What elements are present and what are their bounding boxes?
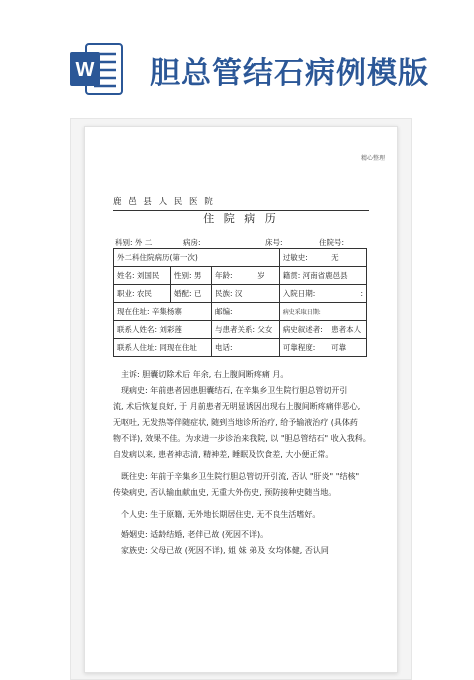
table-row [114,267,367,285]
hospital-name: 鹿 邑 县 人 民 医 院 [113,197,215,207]
table-cell: 入院日期: [279,285,328,303]
banner [0,0,474,110]
document-title: 胆总管结石病例模版 [150,56,429,91]
hpi-line: 无呕吐, 无发热等伴随症状, 随到当地诊所治疗, 给予输液治疗 (具体药 [113,418,358,427]
chief-complaint: 主诉: 胆囊切除术后 年余, 右上腹间断疼痛 月。 [121,370,289,379]
table-row [114,321,367,339]
past-history-line: 传染病史, 否认输血献血史, 无重大外伤史, 预防接种史随当地。 [113,488,337,497]
table-cell: 无 [328,249,366,267]
table-cell: 可靠程度: [279,339,328,357]
svg-text:W: W [75,59,95,81]
table-cell: 联系人住址: 同现在住址 [114,339,212,357]
table-cell: 年龄: [212,267,255,285]
header-note: 精心整理 [360,155,385,162]
hpi-line: 流, 术后恢复良好, 于 月前患者无明显诱因出现右上腹间断疼痛伴恶心, [113,402,361,411]
marriage-history: 婚姻史: 适龄结婚, 老伴已故 (死因不详)。 [121,530,269,539]
table-cell: 与患者关系: 父女 [212,321,280,339]
table-cell: 民族: 汉 [212,285,280,303]
table-cell: 姓名: 刘国民 [114,267,171,285]
table-cell: 婚配: 已 [171,285,212,303]
table-cell: 病史采取日期: [279,303,366,321]
hpi-line: 现病史: 年前患者因患胆囊结石, 在辛集乡卫生院行胆总管切开引 [121,386,348,395]
meta-ward: 病房: [183,238,201,247]
word-doc-icon [68,40,126,98]
past-history-line: 既往史: 年前于辛集乡卫生院行胆总管切开引流, 否认 "肝炎" "结核" [121,472,360,481]
record-title: 住 院 病 历 [203,212,279,225]
table-row [114,303,367,321]
document-page [84,126,398,673]
table-cell: 联系人姓名: 刘彩莲 [114,321,212,339]
family-history: 家族史: 父母已故 (死因不详), 姐 妹 弟及 女均体健, 否认同 [121,546,329,555]
table-row [114,249,367,267]
table-cell: 电话: [212,339,280,357]
hospital-line [113,189,369,211]
table-cell: 职业: 农民 [114,285,171,303]
personal-history: 个人史: 生于原籍, 无外地长期居住史, 无不良生活嗜好。 [121,510,321,519]
table-cell: 籍贯: 河南省鹿邑县 [279,267,366,285]
hpi-line: 物不详), 效果不佳。为求进一步诊治来我院, 以 "胆总管结石" 收入我科。 [113,434,371,443]
table-row [114,285,367,303]
table-cell: 可靠 [328,339,366,357]
table-row [114,339,367,357]
table-cell: 性别: 男 [171,267,212,285]
patient-info-table [113,248,367,357]
table-cell: 病史叙述者: [279,321,328,339]
meta-inpatient-no: 住院号: [319,238,345,247]
table-cell: 现在住址: 辛集杨寨 [114,303,212,321]
table-cell: 岁 [254,267,279,285]
meta-bed: 床号: [265,238,283,247]
table-cell: : [328,285,366,303]
table-cell: 邮编: [212,303,280,321]
table-cell: 外二科住院病历(第一次) [114,249,280,267]
hpi-line: 自发病以来, 患者神志清, 精神差, 睡眠及饮食差, 大小便正常。 [113,450,334,459]
table-cell: 患者本人 [328,321,366,339]
table-cell: 过敏史: [279,249,328,267]
meta-dept: 科别: 外 二 [115,238,153,247]
